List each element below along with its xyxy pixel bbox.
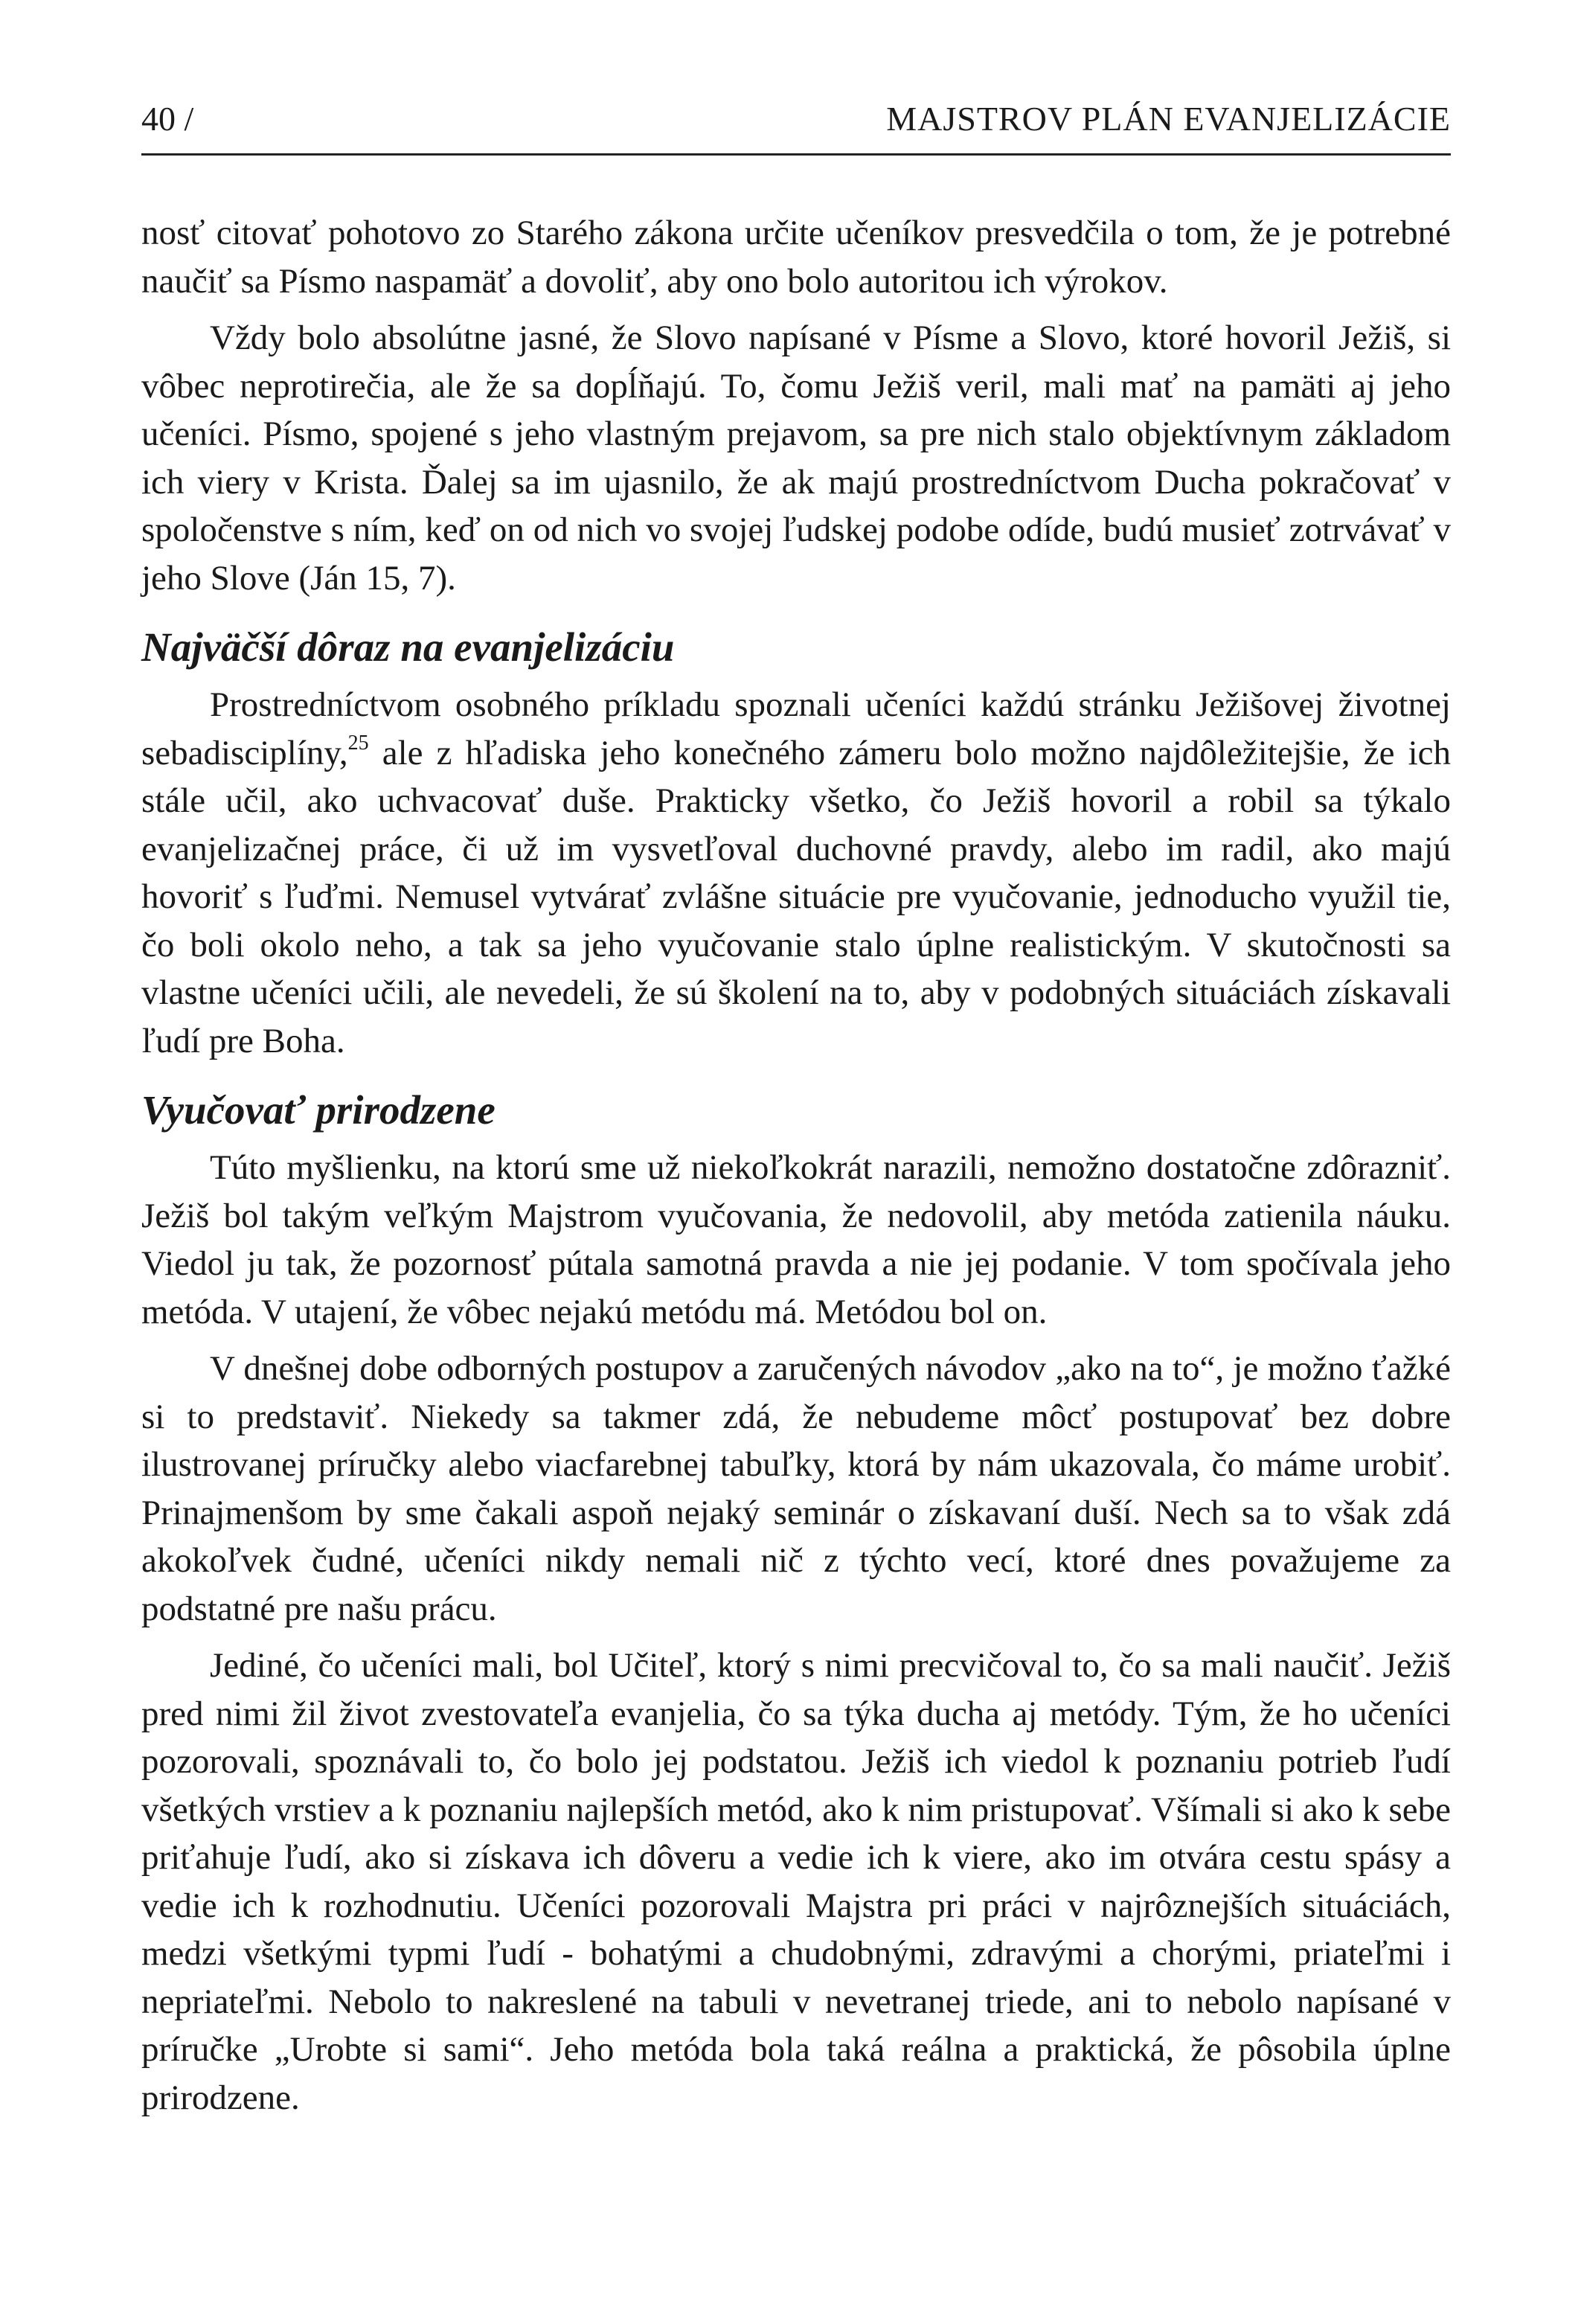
book-page — [141, 97, 1451, 2122]
page-number: 40 / — [141, 100, 194, 138]
running-title: MAJSTROV PLÁN EVANJELIZÁCIE — [886, 100, 1451, 138]
paragraph-continued: nosť citovať pohotovo zo Starého zákona určite učeníkov presvedčila o tom, že je potrebné naučiť sa Písmo naspamäť a dovoliť, aby ono bolo autoritou ich výrokov. — [141, 214, 1451, 301]
paragraph: Vždy bolo absolútne jasné, že Slovo napísané v Písme a Slovo, ktoré hovoril Ježiš, si vôbec neprotirečia, ale že sa dopĺňajú. To, čomu Ježiš veril, mali mať na pamäti aj jeho učeníci. Písmo, spojené s jeho vlastným prejavom, sa pre nich stalo objektívnym základom ich viery v Krista. Ďalej sa im ujasnilo, že ak majú prostredníctvom Ducha pokračovať v spoločenstve s ním, keď on od nich vo svojej ľudskej podobe odíde, budú musieť zotrvávať v jeho Slove (Ján 15, 7). — [141, 318, 1451, 598]
running-header — [141, 97, 1451, 156]
section-heading: Najväčší dôraz na evanjelizáciu — [141, 624, 675, 670]
paragraph-text: Prostredníctvom osobného príkladu spoznali učeníci každú stránku Ježišovej životnej sebadisciplíny, — [141, 685, 1451, 772]
section-heading: Vyučovať prirodzene — [141, 1087, 496, 1133]
paragraph — [141, 681, 1451, 1065]
paragraph-text: ale z hľadiska jeho konečného zámeru bolo možno najdôležitejšie, že ich stále učil, ako uchvacovať duše. Prakticky všetko, čo Ježiš hovoril a robil sa týkalo evanjelizačnej práce, či už im vysvetľoval duchovné pravdy, alebo im radil, ako majú hovoriť s ľuďmi. Nemusel vytvárať zvlášne situácie pre vyučovanie, jednoducho využil tie, čo boli okolo neho, a tak sa jeho vyučovanie stalo úplne realistickým. V skutočnosti sa vlastne učeníci učili, ale nevedeli, že sú školení na to, aby v podobných situáciách získavali ľudí pre Boha. — [141, 733, 1451, 1060]
page-body — [141, 209, 1451, 2122]
paragraph: V dnešnej dobe odborných postupov a zaručených návodov „ako na to“, je možno ťažké si to predstaviť. Niekedy sa takmer zdá, že nebudeme môcť postupovať bez dobre ilustrovanej príručky alebo viacfarebnej tabuľky, ktorá by nám ukazovala, čo máme urobiť. Prinajmenšom by sme čakali aspoň nejaký seminár o získavaní duší. Nech sa to však zdá akokoľvek čudné, učeníci nikdy nemali nič z týchto vecí, ktoré dnes považujeme za podstatné pre našu prácu. — [141, 1349, 1451, 1628]
paragraph: Túto myšlienku, na ktorú sme už niekoľkokrát narazili, nemožno dostatočne zdôrazniť. Ježiš bol takým veľkým Majstrom vyučovania, že nedovolil, aby metóda zatienila náuku. Viedol ju tak, že pozornosť pútala samotná pravda a nie jej podanie. V tom spočívala jeho metóda. V utajení, že vôbec nejakú metódu má. Metódou bol on. — [141, 1148, 1451, 1331]
paragraph: Jediné, čo učeníci mali, bol Učiteľ, ktorý s nimi precvičoval to, čo sa mali naučiť. Ježiš pred nimi žil život zvestovateľa evanjelia, čo sa týka ducha aj metódy. Tým, že ho učeníci pozorovali, spoznávali to, čo bolo jej podstatou. Ježiš ich viedol k poznaniu potrieb ľudí všetkých vrstiev a k poznaniu najlepších metód, ako k nim pristupovať. Všímali si ako k sebe priťahuje ľudí, ako si získava ich dôveru a vedie ich k viere, ako im otvára cestu spásy a vedie ich k rozhodnutiu. Učeníci pozorovali Majstra pri práci v najrôznejších situáciách, medzi všetkými typmi ľudí - bohatými a chudobnými, zdravými a chorými, priateľmi i nepriateľmi. Nebolo to nakreslené na tabuli v nevetranej triede, ani to nebolo napísané v príručke „Urobte si sami“. Jeho metóda bola taká reálna a praktická, že pôsobila úplne prirodzene. — [141, 1646, 1451, 2117]
footnote-reference: 25 — [347, 731, 369, 755]
